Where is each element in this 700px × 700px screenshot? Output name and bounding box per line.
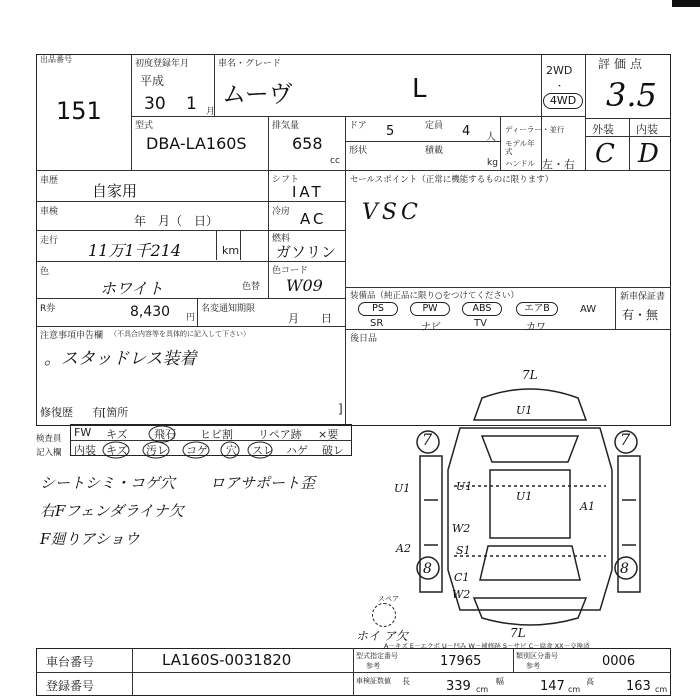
diag-u1-left: U1 <box>456 480 473 493</box>
category-no: 0006 <box>602 654 636 669</box>
remark-4: F廻りアショウ <box>40 530 140 548</box>
check-row2-3: 穴 <box>226 444 237 457</box>
lot-number: 151 <box>56 97 102 125</box>
width: 147 <box>540 679 565 694</box>
diag-tire-rr: 8 <box>620 561 629 577</box>
check-row2-2: コゲ <box>186 444 208 457</box>
repair-close: ] <box>338 402 343 416</box>
equip-airbag: エアB <box>516 302 558 316</box>
damage-legend: A－キズ E－エクボ U－凹み W－補修跡 S－サビ C－腐食 XX－交換済 <box>384 642 590 650</box>
check-row2-0: キズ <box>106 444 128 457</box>
diag-tire-rl: 8 <box>423 561 432 577</box>
capacity-unit: 人 <box>486 132 496 143</box>
diag-s1: S1 <box>456 544 471 557</box>
door-label: ドア <box>349 121 367 131</box>
color-code-label: 色コード <box>272 266 309 276</box>
length: 339 <box>446 679 471 694</box>
car-name: ムーヴ <box>222 80 293 108</box>
drive-2wd: 2WD <box>546 64 573 77</box>
exterior-label: 外装 <box>592 123 614 136</box>
remark-2: ロアサポート歪 <box>210 474 316 492</box>
length-unit: cm <box>476 685 489 694</box>
diag-u1-center: U1 <box>516 490 533 503</box>
displacement: 658 <box>292 134 323 153</box>
check-row1-2: ヒビ割 <box>200 428 233 441</box>
height-label: 高 <box>586 677 594 686</box>
check-row1-4: ×要 <box>318 428 339 441</box>
equip-leather: カワ <box>526 322 546 333</box>
kg-unit: kg <box>487 158 498 168</box>
rating-label: 評価点 <box>598 57 647 71</box>
shaken-label: 車検 <box>40 207 59 217</box>
history: 自家用 <box>92 182 138 200</box>
recycle-label: R券 <box>40 304 56 314</box>
equip-navi: ナビ <box>421 322 441 333</box>
dealer-label: ディーラー・並行 <box>505 125 565 134</box>
spare-label: スペア <box>378 595 399 603</box>
dims-label: 車検証数値 <box>356 677 391 685</box>
warranty-label: 新車保証書 <box>620 292 666 302</box>
era: 平成 <box>140 74 165 88</box>
mileage: 11万1千214 <box>88 241 182 260</box>
color-label: 色 <box>40 267 50 277</box>
fuel: ガソリン <box>276 243 337 261</box>
car-grade-label: 車名・グレード <box>218 59 282 69</box>
diag-c1: C1 <box>454 571 470 584</box>
repair-value: 有 <box>92 406 103 419</box>
length-label: 長 <box>402 677 410 686</box>
equip-ps: PS <box>358 302 398 316</box>
spare-tire-icon <box>372 603 396 627</box>
rating-value: 3.5 <box>606 76 657 114</box>
handle-value: 左・右 <box>542 158 575 171</box>
cc-unit: cc <box>330 156 340 166</box>
interior-grade: D <box>638 139 659 169</box>
warranty-value: 有・無 <box>622 308 659 322</box>
shaken-value: 年 月（ 日） <box>134 214 219 228</box>
diag-u1-front: U1 <box>516 404 533 417</box>
sales-label: セールスポイント（正常に機能するものに限ります） <box>350 175 554 185</box>
check-row1-0: キズ <box>106 428 128 441</box>
width-unit: cm <box>568 685 581 694</box>
chassis-label: 車台番号 <box>46 655 95 669</box>
equip-aw: AW <box>580 304 597 315</box>
shift-label: シフト <box>272 175 300 185</box>
spare-note: ホイ ア欠 <box>356 629 408 643</box>
doors: 5 <box>386 124 395 139</box>
diag-tire-fl: 7 <box>422 430 433 449</box>
remark-1: シートシミ・コゲ穴 <box>40 474 176 492</box>
tax-label: 名変通知期限 <box>201 304 256 314</box>
ref-label-2: 参考 <box>526 662 540 670</box>
category-label: 類別区分番号 <box>516 652 558 660</box>
check-interior: 内装 <box>74 444 96 457</box>
check-row1-3: リペア跡 <box>258 428 302 441</box>
check-circle-marks <box>70 420 360 460</box>
model: DBA-LA160S <box>146 134 247 153</box>
chassis: LA160S-0031820 <box>162 651 292 669</box>
reg-year: 30 <box>144 94 166 114</box>
history-label: 車歴 <box>40 176 59 186</box>
km-unit: km <box>222 244 240 257</box>
recycle-fee: 8,430 <box>130 304 171 320</box>
equip-pw: PW <box>410 302 450 316</box>
check-fw: FW <box>74 426 92 439</box>
corner-mark <box>672 0 700 7</box>
diag-a2: A2 <box>396 542 411 555</box>
ref-label-1: 参考 <box>366 662 380 670</box>
diag-w2a: W2 <box>452 522 471 535</box>
back-label: 後日品 <box>350 334 378 344</box>
equip-abs: ABS <box>462 302 502 316</box>
equip-sr: SR <box>370 318 384 329</box>
diag-u1-side: U1 <box>394 482 411 495</box>
inspector-label: 検査員記入欄 <box>36 434 62 458</box>
yen-unit: 円 <box>186 313 196 323</box>
month-unit: 月 <box>206 107 216 117</box>
height: 163 <box>626 679 651 694</box>
check-row1-1: 飛石 <box>154 428 176 441</box>
check-row2-1: 汚レ <box>146 444 168 457</box>
sales-point: VSC <box>362 200 422 225</box>
model-label: 型式 <box>135 121 154 131</box>
model-year-label: モデル年式 <box>505 139 535 156</box>
load-label: 積載 <box>425 146 444 156</box>
first-reg-label: 初度登録年月 <box>135 59 190 69</box>
reg-label: 登録番号 <box>46 679 95 693</box>
shape-label: 形状 <box>349 146 368 156</box>
check-row2-6: 破レ <box>322 444 344 457</box>
diag-a1: A1 <box>580 500 595 513</box>
drive-dot: ・ <box>555 82 565 92</box>
mileage-label: 走行 <box>40 236 59 246</box>
check-row2-5: ハゲ <box>286 444 308 457</box>
notes-text: 。スタッドレス装着 <box>44 349 197 369</box>
repair-place: [箇所 <box>102 406 129 419</box>
diag-w2b: W2 <box>452 588 471 601</box>
capacity-label: 定員 <box>425 121 444 131</box>
equipment-label: 装備品（純正品に限り○をつけてください） <box>350 291 519 301</box>
notes-label: 注意事項申告欄 <box>40 331 104 341</box>
handle-label: ハンドル <box>505 159 535 168</box>
exterior-grade: C <box>595 139 615 169</box>
fuel-label: 燃料 <box>272 234 291 244</box>
reg-month: 1 <box>186 94 197 114</box>
diag-bottom: 7L <box>510 626 526 640</box>
color-code: W09 <box>286 276 323 295</box>
width-label: 幅 <box>496 677 504 686</box>
notes-sub-label: （不具合内容等を具体的に記入して下さい） <box>110 330 250 338</box>
repair-label: 修復歴 <box>40 406 73 419</box>
type-no: 17965 <box>440 654 482 669</box>
grade: L <box>412 74 427 104</box>
ac: AC <box>300 210 327 228</box>
drive-4wd-circled: 4WD <box>543 93 583 109</box>
interior-label: 内装 <box>636 123 658 136</box>
remark-3: 右Fフェンダライナ欠 <box>40 502 184 520</box>
check-row2-4: スレ <box>252 444 274 457</box>
diag-tire-fr: 7 <box>620 430 631 449</box>
color: ホワイト <box>100 279 164 298</box>
ac-label: 冷房 <box>272 207 291 217</box>
lot-label: 出品番号 <box>40 55 72 64</box>
tax-value: 月 日 <box>288 312 332 325</box>
diag-top: 7L <box>522 368 538 382</box>
displacement-label: 排気量 <box>272 121 300 131</box>
height-unit: cm <box>655 685 668 694</box>
color-no-label: 色替 <box>242 282 261 292</box>
type-no-label: 型式指定番号 <box>356 652 398 660</box>
shift: IAT <box>292 183 324 201</box>
equip-tv: TV <box>474 318 487 329</box>
capacity: 4 <box>462 124 471 139</box>
